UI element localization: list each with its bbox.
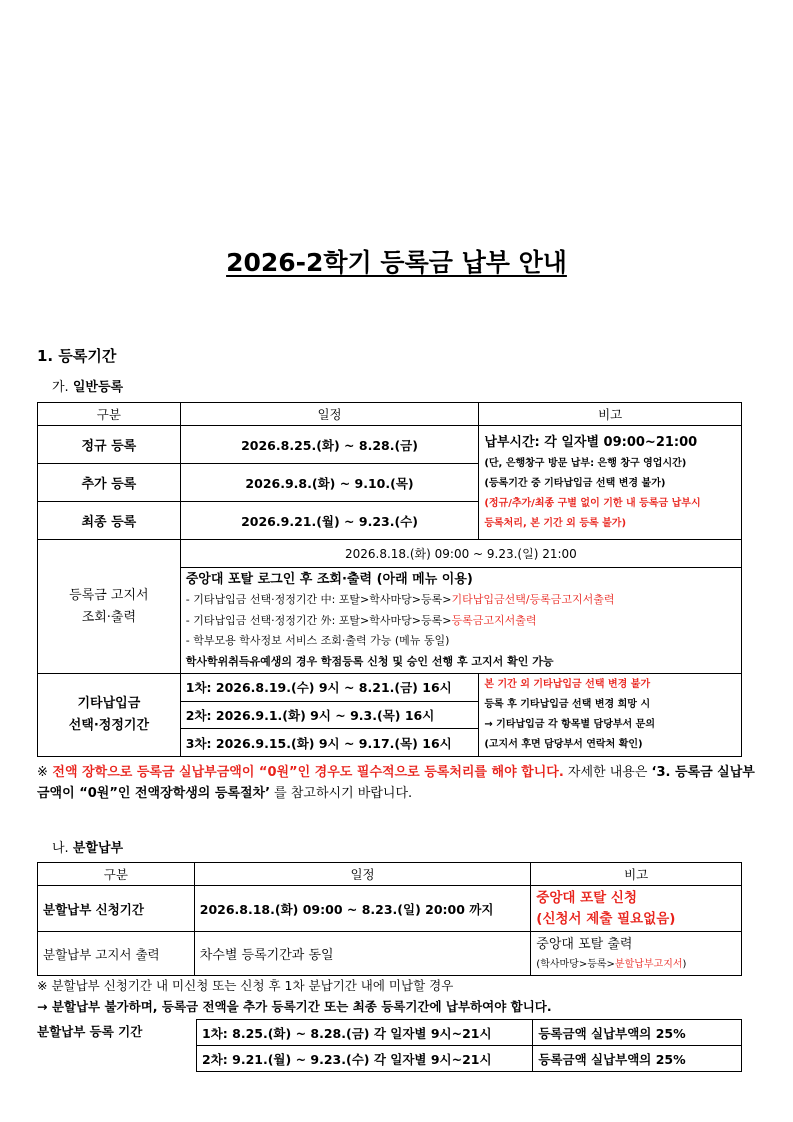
subheading-installment: 나. 분할납부 bbox=[52, 841, 124, 856]
remarks-registration: 납부시간: 각 일자별 09:00~21:00 (단, 은행창구 방문 납부: 은행 창구 영업시간) (등록기간 중 기타납입금 선택 변경 불가) (정규/추가/최종 구별 없이 기한 내 등록금 납부시 등록처리, 본 기간 외 등록 불가) bbox=[479, 426, 742, 540]
bill-period: 2026.8.18.(화) 09:00 ~ 9.23.(일) 21:00 bbox=[180, 540, 741, 568]
installment-round-1-schedule: 1차: 8.25.(화) ~ 8.28.(금) 각 일자별 9시~21시 bbox=[197, 1020, 533, 1046]
other-round-3: 3차: 2026.9.15.(화) 9시 ~ 9.17.(목) 16시 bbox=[180, 729, 479, 757]
row-label-regular: 정규 등록 bbox=[38, 426, 181, 464]
installment-table bbox=[37, 862, 742, 976]
installment-note-2: → 분할납부 불가하며, 등록금 전액을 추가 등록기간 또는 최종 등록기간에 납부하여야 합니다. bbox=[37, 999, 552, 1014]
row-label-bill: 등록금 고지서 조회·출력 bbox=[38, 540, 181, 674]
row-label-additional: 추가 등록 bbox=[38, 464, 181, 502]
installment-period-label: 분할납부 등록 기간 bbox=[37, 1024, 143, 1039]
schedule-regular: 2026.8.25.(화) ~ 8.28.(금) bbox=[180, 426, 479, 464]
schedule-additional: 2026.9.8.(화) ~ 9.10.(목) bbox=[180, 464, 479, 502]
header-category-b: 구분 bbox=[38, 863, 195, 886]
section-heading-registration-period: 1. 등록기간 bbox=[37, 347, 117, 365]
row-label-final: 최종 등록 bbox=[38, 502, 181, 540]
bill-line-1: - 기타납입금 선택·정정기간 中: 포탈>학사마당>등록>기타납입금선택/등록금고지서출력 bbox=[185, 593, 615, 606]
row-label-installment-bill: 분할납부 고지서 출력 bbox=[38, 932, 195, 976]
bill-instructions: 중앙대 포탈 로그인 후 조회·출력 (아래 메뉴 이용) - 기타납입금 선택·정정기간 中: 포탈>학사마당>등록>기타납입금선택/등록금고지서출력 - 기타납입금 선택·정정기간 外: 포탈>학사마당>등록>등록금고지서출력 - 학부모용 학사정보 서비스 조회·출력 가능 (메뉴 동일) 학사학위취득유예생의 경우 학점등록 신청 및 승인 선행 후 고지서 확인 가능 bbox=[180, 568, 741, 674]
page-title: 2026-2학기 등록금 납부 안내 bbox=[226, 248, 567, 277]
header-remarks: 비고 bbox=[479, 403, 742, 426]
zero-payment-footnote: ※ 전액 장학으로 등록금 실납부금액이 “0원”인 경우도 필수적으로 등록처리를 해야 합니다. 자세한 내용은 ‘3. 등록금 실납부금액이 “0원”인 전액장학생의 등록절차’ 를 참고하시기 바랍니다. bbox=[37, 765, 755, 801]
header-category: 구분 bbox=[38, 403, 181, 426]
general-registration-table bbox=[37, 402, 742, 757]
installment-period-table bbox=[196, 1019, 742, 1072]
remarks-other-fees: 본 기간 외 기타납입금 선택 변경 불가 등록 후 기타납입금 선택 변경 희망 시 → 기타납입금 각 항목별 담당부서 문의 (고지서 후면 담당부서 연락처 확인) bbox=[479, 674, 742, 757]
remarks-installment-apply: 중앙대 포탈 신청 (신청서 제출 필요없음) bbox=[531, 886, 742, 932]
header-schedule: 일정 bbox=[180, 403, 479, 426]
installment-note-1: ※ 분할납부 신청기간 내 미신청 또는 신청 후 1차 분납기간 내에 미납할 경우 bbox=[37, 978, 454, 993]
header-remarks-b: 비고 bbox=[531, 863, 742, 886]
row-label-other-fees: 기타납입금 선택·정정기간 bbox=[38, 674, 181, 757]
row-label-installment-apply: 분할납부 신청기간 bbox=[38, 886, 195, 932]
remarks-installment-bill: 중앙대 포탈 출력 (학사마당>등록>분할납부고지서) bbox=[531, 932, 742, 976]
installment-round-2-remark: 등록금액 실납부액의 25% bbox=[533, 1046, 742, 1072]
bill-line-2: - 기타납입금 선택·정정기간 外: 포탈>학사마당>등록>등록금고지서출력 bbox=[185, 613, 537, 627]
other-round-2: 2차: 2026.9.1.(화) 9시 ~ 9.3.(목) 16시 bbox=[180, 701, 479, 729]
header-schedule-b: 일정 bbox=[194, 863, 531, 886]
installment-round-1-remark: 등록금액 실납부액의 25% bbox=[533, 1020, 742, 1046]
schedule-installment-apply: 2026.8.18.(화) 09:00 ~ 8.23.(일) 20:00 까지 bbox=[194, 886, 531, 932]
other-round-1: 1차: 2026.8.19.(수) 9시 ~ 8.21.(금) 16시 bbox=[180, 674, 479, 702]
subheading-general-registration: 가. 일반등록 bbox=[52, 380, 124, 395]
schedule-installment-bill: 차수별 등록기간과 동일 bbox=[194, 932, 531, 976]
schedule-final: 2026.9.21.(월) ~ 9.23.(수) bbox=[180, 502, 479, 540]
installment-round-2-schedule: 2차: 9.21.(월) ~ 9.23.(수) 각 일자별 9시~21시 bbox=[197, 1046, 533, 1072]
